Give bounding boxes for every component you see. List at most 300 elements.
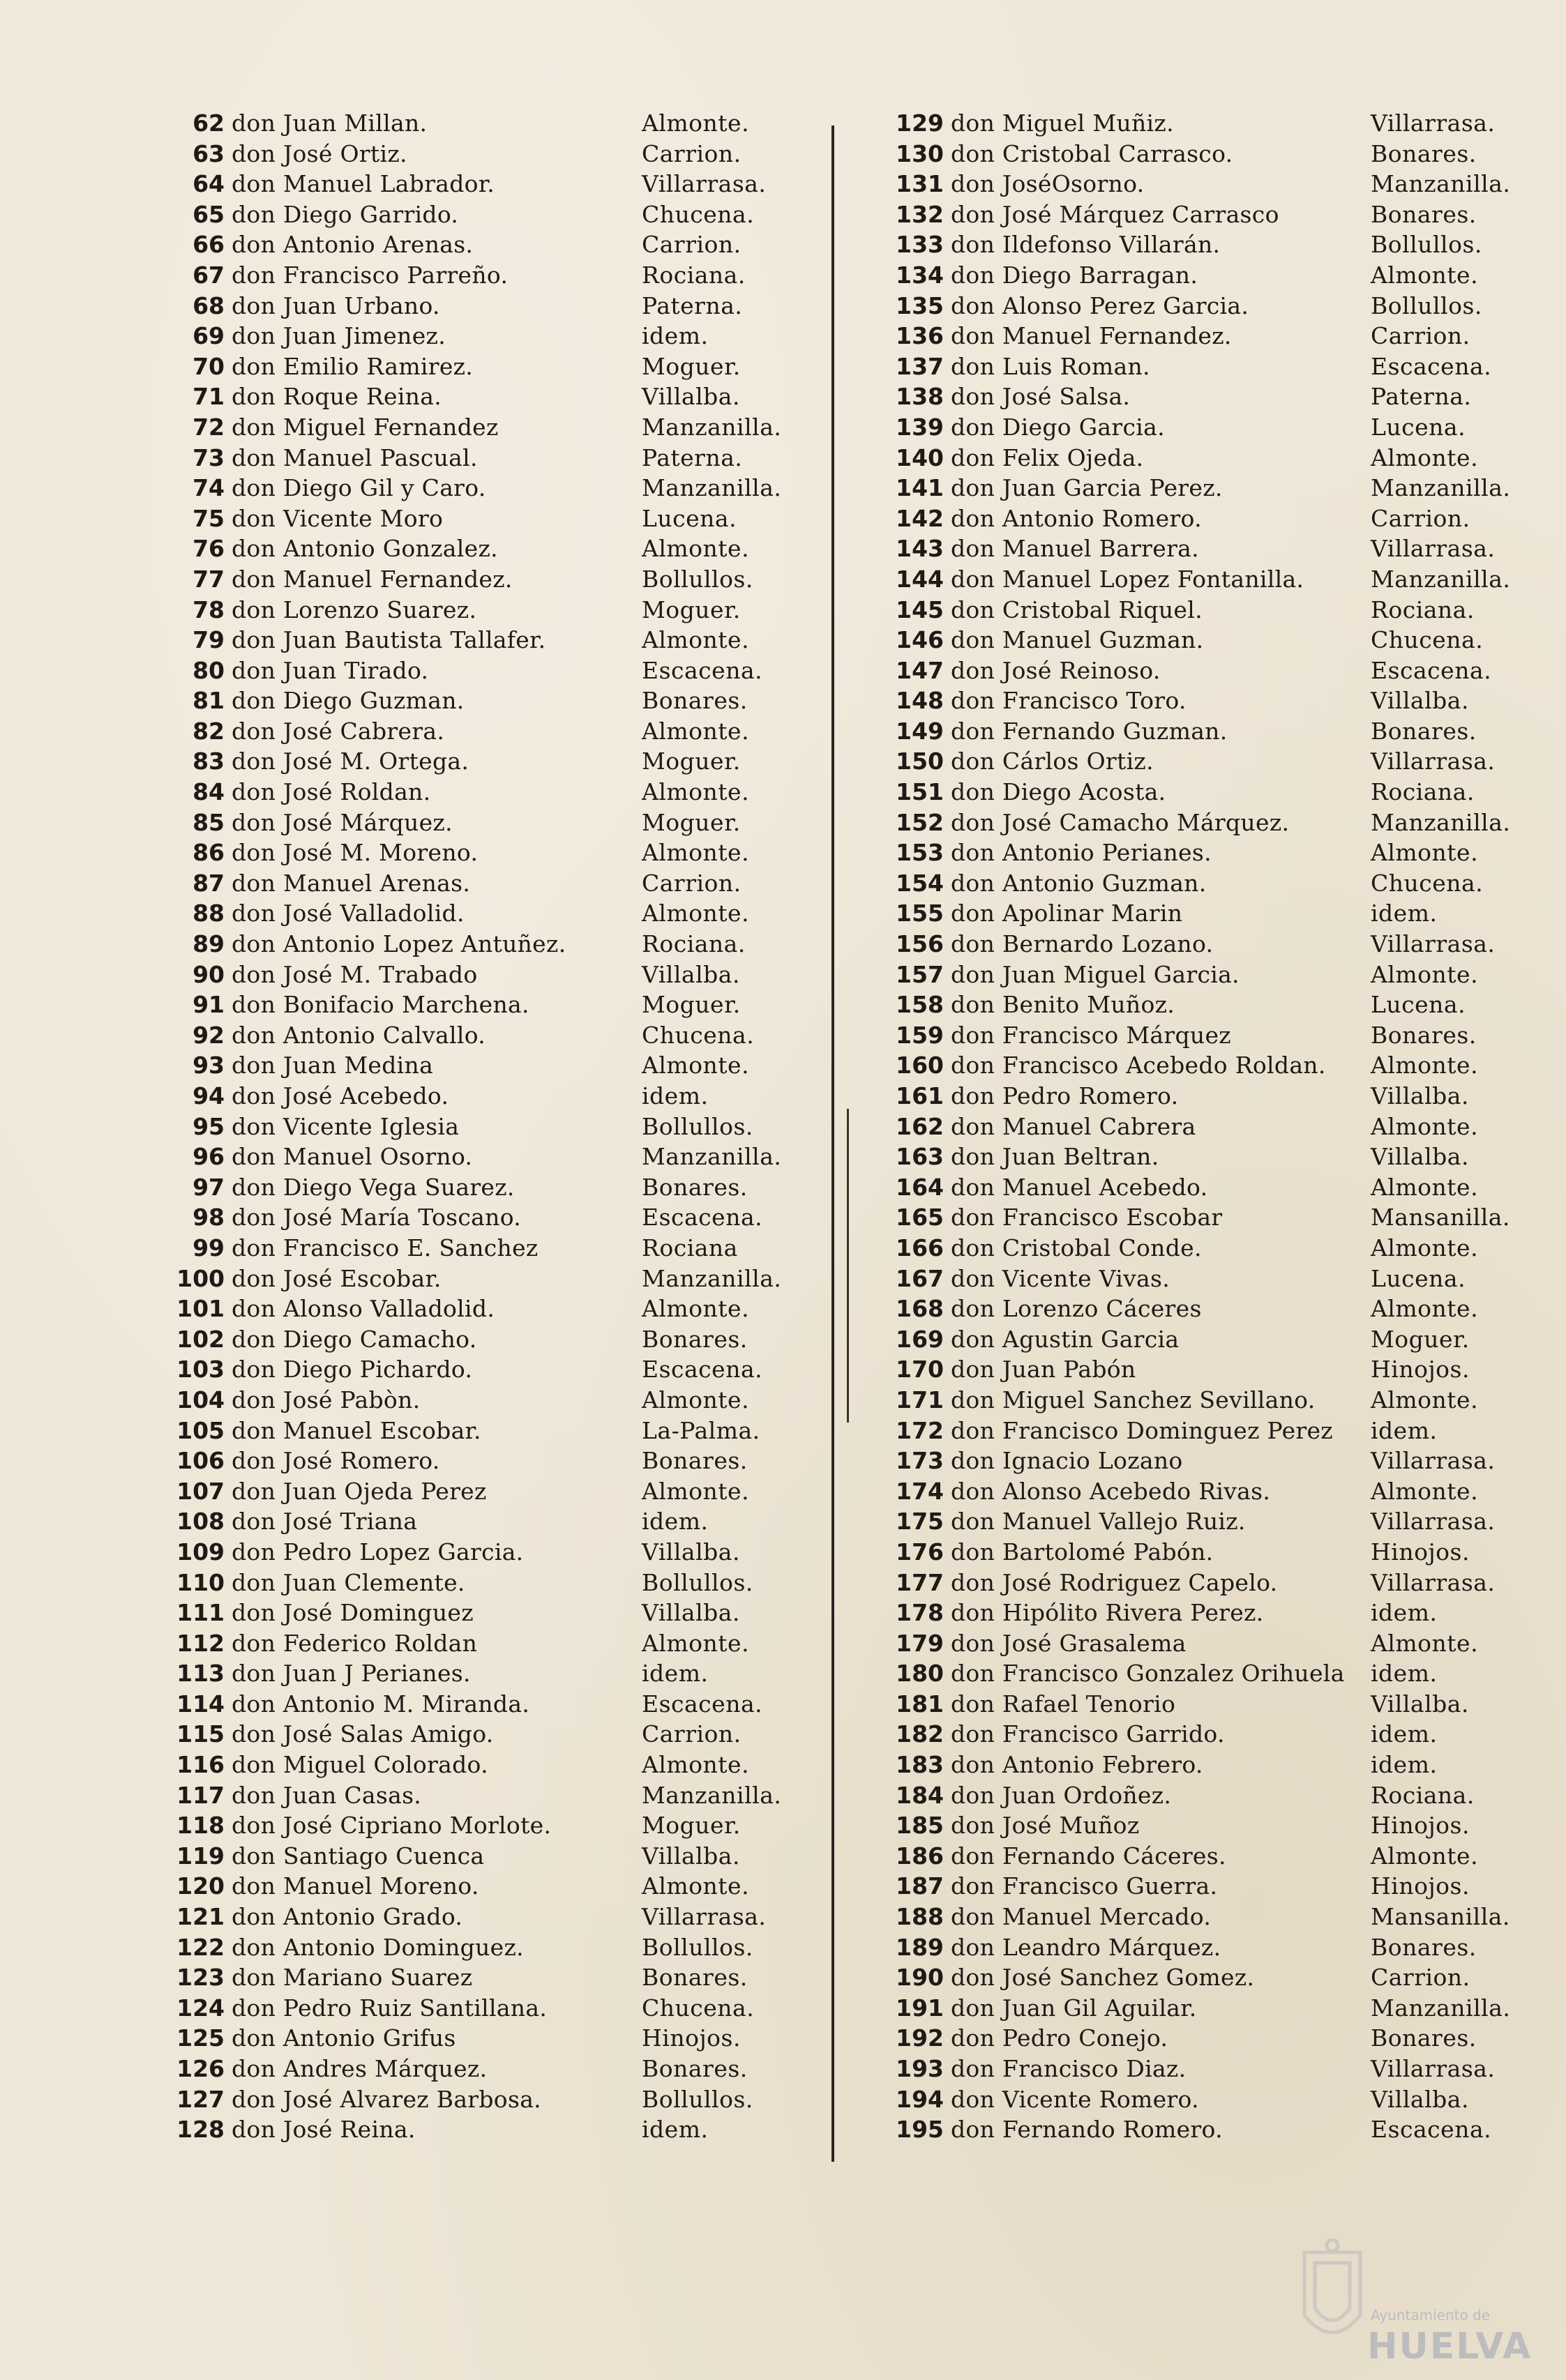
entry-place: Villalba. xyxy=(1371,2085,1469,2113)
entry-number: 156 xyxy=(896,930,944,958)
list-item xyxy=(889,1050,1528,1081)
entry-name: don Lorenzo Cáceres xyxy=(951,1295,1202,1323)
entry-name: don Santiago Cuenca xyxy=(232,1842,485,1870)
entry-name: don José Acebedo. xyxy=(232,1082,449,1109)
list-item xyxy=(174,655,781,686)
entry-place: idem. xyxy=(1371,1416,1438,1444)
entry-number: 181 xyxy=(896,1690,944,1718)
entry-number: 91 xyxy=(193,991,225,1019)
entry-name: don José Reinoso. xyxy=(951,656,1161,684)
entry-name: don Diego Guzman. xyxy=(232,687,465,715)
list-item xyxy=(889,655,1528,686)
entry-name: don Manuel Arenas. xyxy=(232,869,471,897)
entry-name: don Antonio Grifus xyxy=(232,2024,456,2052)
list-item xyxy=(174,2023,781,2054)
entry-name: don Diego Camacho. xyxy=(232,1325,477,1353)
entry-number: 98 xyxy=(193,1204,225,1231)
list-item xyxy=(889,1568,1528,1598)
entry-place: Carrion. xyxy=(1371,322,1470,350)
list-item xyxy=(174,716,781,747)
list-item xyxy=(174,1202,781,1233)
list-item xyxy=(889,1780,1528,1811)
entry-name: don Vicente Romero. xyxy=(951,2085,1199,2113)
entry-name: don Juan Bautista Tallafer. xyxy=(232,626,546,654)
entry-place: Bonares. xyxy=(642,687,748,715)
list-item xyxy=(889,716,1528,747)
entry-number: 83 xyxy=(193,748,225,775)
entry-name: don Cristobal Conde. xyxy=(951,1234,1202,1261)
entry-place: Villarrasa. xyxy=(642,170,767,198)
entry-name: don JoséOsorno. xyxy=(951,170,1145,198)
entry-number: 144 xyxy=(896,565,944,593)
entry-place: Moguer. xyxy=(642,1812,741,1840)
entry-name: don Juan Medina xyxy=(232,1052,434,1079)
entry-place: Rociana. xyxy=(1371,778,1475,806)
entry-number: 100 xyxy=(176,1264,225,1292)
list-item xyxy=(889,1902,1528,1932)
list-item xyxy=(174,960,781,990)
entry-name: don Alonso Perez Garcia. xyxy=(951,291,1249,319)
entry-name: don Antonio Grado. xyxy=(232,1903,463,1931)
list-item xyxy=(889,1993,1528,2024)
entry-name: don Diego Garcia. xyxy=(951,413,1165,441)
entry-place: Mansanilla. xyxy=(1371,1204,1510,1231)
entry-number: 124 xyxy=(176,1994,225,2022)
entry-place: Chucena. xyxy=(1371,626,1484,654)
entry-name: don José Camacho Márquez. xyxy=(951,808,1290,836)
list-item xyxy=(889,1658,1528,1689)
entry-number: 133 xyxy=(896,231,944,259)
entry-number: 161 xyxy=(896,1082,944,1109)
entry-place: Villalba. xyxy=(642,960,740,988)
list-item xyxy=(889,1081,1528,1112)
entry-number: 135 xyxy=(896,291,944,319)
entry-number: 67 xyxy=(193,261,225,289)
entry-name: don Juan Casas. xyxy=(232,1781,422,1809)
entry-number: 126 xyxy=(176,2055,225,2082)
entry-place: Villalba. xyxy=(1371,1143,1469,1171)
list-item xyxy=(889,503,1528,534)
entry-place: idem. xyxy=(1371,1720,1438,1748)
entry-place: Almonte. xyxy=(642,109,750,137)
entry-place: Escacena. xyxy=(1371,352,1492,380)
entry-number: 122 xyxy=(176,1933,225,1961)
entry-place: Rociana. xyxy=(1371,596,1475,623)
watermark-title: HUELVA xyxy=(1367,2326,1533,2367)
list-item xyxy=(174,1658,781,1689)
list-item xyxy=(889,1112,1528,1142)
entry-name: don Miguel Colorado. xyxy=(232,1751,488,1779)
entry-number: 94 xyxy=(193,1082,225,1109)
entry-place: Villarrasa. xyxy=(1371,2055,1496,2082)
entry-place: Villalba. xyxy=(642,383,740,411)
list-item xyxy=(174,169,781,199)
entry-name: don Francisco E. Sanchez xyxy=(232,1234,539,1261)
list-item xyxy=(174,2054,781,2084)
entry-name: don Juan Miguel Garcia. xyxy=(951,960,1240,988)
entry-place: Paterna. xyxy=(642,291,743,319)
entry-number: 99 xyxy=(193,1234,225,1261)
entry-place: Bollullos. xyxy=(642,1933,753,1961)
entry-number: 195 xyxy=(896,2116,944,2144)
entry-place: Villarrasa. xyxy=(1371,1508,1496,1536)
list-item xyxy=(889,473,1528,503)
list-item xyxy=(889,533,1528,564)
entry-place: Escacena. xyxy=(642,1356,763,1384)
list-item xyxy=(889,1719,1528,1750)
left-column xyxy=(174,108,781,2145)
entry-number: 62 xyxy=(193,109,225,137)
list-item xyxy=(889,1871,1528,1902)
entry-number: 177 xyxy=(896,1568,944,1596)
entry-place: Manzanilla. xyxy=(1371,565,1511,593)
entry-number: 80 xyxy=(193,656,225,684)
entry-name: don Manuel Guzman. xyxy=(951,626,1204,654)
entry-name: don Diego Gil y Caro. xyxy=(232,474,486,502)
watermark-subtitle: Ayuntamiento de xyxy=(1371,2307,1491,2324)
entry-name: don Diego Barragan. xyxy=(951,261,1198,289)
entry-name: don Leandro Márquez. xyxy=(951,1933,1221,1961)
entry-number: 119 xyxy=(176,1842,225,1870)
list-item xyxy=(889,1233,1528,1264)
entry-place: Bonares. xyxy=(1371,200,1477,228)
entry-name: don Juan Pabón xyxy=(951,1356,1136,1384)
list-item xyxy=(174,1962,781,1993)
entry-name: don Diego Garrido. xyxy=(232,200,459,228)
entry-name: don Diego Vega Suarez. xyxy=(232,1173,515,1201)
list-item xyxy=(889,351,1528,382)
entry-place: Almonte. xyxy=(1371,1842,1479,1870)
list-item xyxy=(174,1020,781,1051)
entry-number: 157 xyxy=(896,960,944,988)
entry-place: idem. xyxy=(642,1508,709,1536)
list-item xyxy=(889,1416,1528,1446)
entry-name: don José María Toscano. xyxy=(232,1204,522,1231)
list-item xyxy=(174,929,781,960)
list-item xyxy=(174,260,781,291)
entry-place: Villalba. xyxy=(1371,687,1469,715)
entry-name: don Benito Muñoz. xyxy=(951,991,1175,1019)
entry-name: don Apolinar Marin xyxy=(951,900,1183,927)
entry-number: 76 xyxy=(193,535,225,563)
entry-number: 175 xyxy=(896,1508,944,1536)
entry-name: don José Cabrera. xyxy=(232,717,445,745)
entry-name: don Juan Garcia Perez. xyxy=(951,474,1223,502)
right-column xyxy=(889,108,1528,2145)
entry-place: Bonares. xyxy=(642,2055,748,2082)
entry-place: Lucena. xyxy=(1371,1264,1466,1292)
entry-number: 77 xyxy=(193,565,225,593)
list-item xyxy=(174,1233,781,1264)
entry-number: 79 xyxy=(193,626,225,654)
entry-place: Almonte. xyxy=(642,626,750,654)
entry-name: don Miguel Fernandez xyxy=(232,413,499,441)
entry-name: don Juan Beltran. xyxy=(951,1143,1159,1171)
list-item xyxy=(889,2084,1528,2115)
entry-place: Almonte. xyxy=(642,1295,750,1323)
entry-place: Almonte. xyxy=(642,1386,750,1413)
list-item xyxy=(889,1476,1528,1507)
entry-place: Bonares. xyxy=(1371,1021,1477,1049)
list-item xyxy=(889,169,1528,199)
list-item xyxy=(174,1264,781,1294)
list-item xyxy=(889,1385,1528,1416)
entry-number: 187 xyxy=(896,1872,944,1900)
entry-name: don Lorenzo Suarez. xyxy=(232,596,477,623)
entry-name: don Antonio Perianes. xyxy=(951,839,1212,867)
entry-place: Manzanilla. xyxy=(1371,170,1511,198)
list-item xyxy=(174,1081,781,1112)
entry-number: 154 xyxy=(896,869,944,897)
list-item xyxy=(174,1324,781,1355)
entry-number: 115 xyxy=(176,1720,225,1748)
list-item xyxy=(174,1810,781,1841)
entry-number: 192 xyxy=(896,2024,944,2052)
list-item xyxy=(889,2054,1528,2084)
entry-place: Manzanilla. xyxy=(642,413,782,441)
entry-place: Manzanilla. xyxy=(642,1143,782,1171)
entry-number: 189 xyxy=(896,1933,944,1961)
list-item xyxy=(889,564,1528,595)
entry-number: 184 xyxy=(896,1781,944,1809)
entry-name: don José M. Ortega. xyxy=(232,748,469,775)
entry-number: 63 xyxy=(193,139,225,167)
entry-place: Hinojos. xyxy=(642,2024,741,2052)
entry-name: don José Roldan. xyxy=(232,778,431,806)
entry-name: don José Salsa. xyxy=(951,383,1131,411)
entry-number: 74 xyxy=(193,474,225,502)
entry-place: Escacena. xyxy=(642,1690,763,1718)
entry-name: don Bartolomé Pabón. xyxy=(951,1538,1214,1566)
entry-number: 180 xyxy=(896,1660,944,1688)
entry-name: don Juan Ojeda Perez xyxy=(232,1477,487,1505)
list-item xyxy=(889,1750,1528,1780)
list-item xyxy=(174,898,781,929)
entry-name: don Antonio M. Miranda. xyxy=(232,1690,530,1718)
entry-place: Villalba. xyxy=(642,1842,740,1870)
entry-place: Escacena. xyxy=(642,1204,763,1231)
entry-name: don Luis Roman. xyxy=(951,352,1150,380)
entry-name: don Vicente Vivas. xyxy=(951,1264,1170,1292)
entry-name: don Juan Gil Aguilar. xyxy=(951,1994,1197,2022)
list-item xyxy=(174,2084,781,2115)
entry-place: Bollullos. xyxy=(642,1112,753,1140)
entry-number: 171 xyxy=(896,1386,944,1413)
list-item xyxy=(889,229,1528,260)
entry-place: Moguer. xyxy=(642,352,741,380)
entry-number: 183 xyxy=(896,1751,944,1779)
list-item xyxy=(174,685,781,716)
entry-name: don Hipólito Rivera Perez. xyxy=(951,1599,1264,1627)
entry-name: don José Cipriano Morlote. xyxy=(232,1812,552,1840)
entry-place: Moguer. xyxy=(642,596,741,623)
list-item xyxy=(889,381,1528,412)
entry-place: Rociana. xyxy=(1371,1781,1475,1809)
entry-name: don Manuel Escobar. xyxy=(232,1416,481,1444)
list-item xyxy=(889,898,1528,929)
entry-number: 85 xyxy=(193,808,225,836)
entry-name: don Juan Tirado. xyxy=(232,656,429,684)
entry-number: 170 xyxy=(896,1356,944,1384)
entry-place: idem. xyxy=(1371,1660,1438,1688)
entry-number: 108 xyxy=(176,1508,225,1536)
entry-name: don Francisco Escobar xyxy=(951,1204,1223,1231)
entry-place: Lucena. xyxy=(642,504,737,532)
entry-number: 73 xyxy=(193,444,225,471)
entry-number: 151 xyxy=(896,778,944,806)
list-item xyxy=(174,1750,781,1780)
entry-name: don Bonifacio Marchena. xyxy=(232,991,529,1019)
entry-name: don Francisco Acebedo Roldan. xyxy=(951,1052,1326,1079)
entry-place: idem. xyxy=(1371,1599,1438,1627)
entry-place: Moguer. xyxy=(1371,1325,1470,1353)
list-item xyxy=(174,777,781,808)
entry-name: don Cárlos Ortiz. xyxy=(951,748,1154,775)
entry-place: Rociana xyxy=(642,1234,738,1261)
entry-place: Escacena. xyxy=(1371,656,1492,684)
list-item xyxy=(889,808,1528,838)
entry-number: 139 xyxy=(896,413,944,441)
list-item xyxy=(174,351,781,382)
entry-name: don Manuel Pascual. xyxy=(232,444,478,471)
entry-number: 149 xyxy=(896,717,944,745)
list-item xyxy=(174,1506,781,1537)
entry-number: 93 xyxy=(193,1052,225,1079)
entry-name: don Miguel Muñiz. xyxy=(951,109,1174,137)
entry-name: don Antonio Dominguez. xyxy=(232,1933,524,1961)
list-item xyxy=(174,1354,781,1385)
entry-name: don Andres Márquez. xyxy=(232,2055,488,2082)
entry-number: 145 xyxy=(896,596,944,623)
list-item xyxy=(889,746,1528,777)
entry-place: Villarrasa. xyxy=(1371,930,1496,958)
entry-place: Hinojos. xyxy=(1371,1356,1470,1384)
entry-number: 179 xyxy=(896,1629,944,1657)
entry-name: don Francisco Guerra. xyxy=(951,1872,1218,1900)
list-item xyxy=(174,746,781,777)
entry-place: Villarrasa. xyxy=(642,1903,767,1931)
entry-place: Chucena. xyxy=(642,200,755,228)
entry-place: idem. xyxy=(1371,1751,1438,1779)
entry-number: 174 xyxy=(896,1477,944,1505)
entry-number: 164 xyxy=(896,1173,944,1201)
entry-number: 148 xyxy=(896,687,944,715)
entry-name: don Miguel Sanchez Sevillano. xyxy=(951,1386,1316,1413)
entry-place: idem. xyxy=(642,322,709,350)
list-item xyxy=(889,1142,1528,1172)
list-item xyxy=(174,1598,781,1628)
entry-name: don Antonio Febrero. xyxy=(951,1751,1203,1779)
list-item xyxy=(174,412,781,443)
entry-name: don Manuel Cabrera xyxy=(951,1112,1196,1140)
entry-name: don Roque Reina. xyxy=(232,383,442,411)
list-item xyxy=(889,139,1528,169)
list-item xyxy=(889,990,1528,1020)
entry-place: Carrion. xyxy=(642,869,741,897)
entry-name: don Fernando Guzman. xyxy=(951,717,1228,745)
entry-name: don Felix Ojeda. xyxy=(951,444,1144,471)
entry-number: 96 xyxy=(193,1143,225,1171)
entry-number: 104 xyxy=(176,1386,225,1413)
entry-place: Villalba. xyxy=(642,1599,740,1627)
list-item xyxy=(889,321,1528,351)
entry-number: 167 xyxy=(896,1264,944,1292)
entry-number: 84 xyxy=(193,778,225,806)
entry-name: don Alonso Valladolid. xyxy=(232,1295,495,1323)
entry-number: 106 xyxy=(176,1447,225,1475)
entry-place: Almonte. xyxy=(642,1872,750,1900)
list-item xyxy=(174,808,781,838)
list-item xyxy=(174,837,781,868)
entry-number: 65 xyxy=(193,200,225,228)
entry-name: don Cristobal Carrasco. xyxy=(951,139,1233,167)
entry-name: don José Sanchez Gomez. xyxy=(951,1964,1255,1992)
entry-name: don José Valladolid. xyxy=(232,900,465,927)
entry-place: Almonte. xyxy=(1371,444,1479,471)
list-item xyxy=(889,595,1528,626)
entry-name: don Agustin Garcia xyxy=(951,1325,1180,1353)
entry-name: don Juan Jimenez. xyxy=(232,322,446,350)
entry-number: 191 xyxy=(896,1994,944,2022)
list-item xyxy=(174,1446,781,1476)
list-item xyxy=(889,625,1528,655)
list-item xyxy=(889,199,1528,230)
entry-place: Almonte. xyxy=(1371,1295,1479,1323)
entry-number: 107 xyxy=(176,1477,225,1505)
entry-place: Escacena. xyxy=(642,656,763,684)
entry-name: don José M. Trabado xyxy=(232,960,478,988)
entry-number: 153 xyxy=(896,839,944,867)
list-item xyxy=(889,1506,1528,1537)
entry-name: don Manuel Fernandez. xyxy=(232,565,513,593)
list-item xyxy=(889,868,1528,899)
list-item xyxy=(889,1841,1528,1872)
list-item xyxy=(174,381,781,412)
entry-place: Mansanilla. xyxy=(1371,1903,1510,1931)
entry-number: 143 xyxy=(896,535,944,563)
entry-name: don Manuel Osorno. xyxy=(232,1143,473,1171)
entry-name: don Cristobal Riquel. xyxy=(951,596,1203,623)
entry-name: don Francisco Márquez xyxy=(951,1021,1231,1049)
list-item xyxy=(174,1871,781,1902)
list-item xyxy=(174,1780,781,1811)
entry-place: Almonte. xyxy=(642,1751,750,1779)
entry-number: 131 xyxy=(896,170,944,198)
entry-name: don Juan Urbano. xyxy=(232,291,440,319)
entry-place: Carrion. xyxy=(642,231,741,259)
entry-number: 155 xyxy=(896,900,944,927)
entry-name: don Manuel Vallejo Ruiz. xyxy=(951,1508,1246,1536)
entry-place: Manzanilla. xyxy=(642,1781,782,1809)
list-item xyxy=(889,1446,1528,1476)
entry-name: don Francisco Gonzalez Orihuela xyxy=(951,1660,1345,1688)
entry-name: don Antonio Guzman. xyxy=(951,869,1207,897)
entry-place: Almonte. xyxy=(1371,839,1479,867)
entry-name: don José Grasalema xyxy=(951,1629,1187,1657)
entry-number: 92 xyxy=(193,1021,225,1049)
entry-place: Hinojos. xyxy=(1371,1538,1470,1566)
entry-place: Bollullos. xyxy=(642,565,753,593)
list-item xyxy=(174,1476,781,1507)
list-item xyxy=(174,868,781,899)
entry-number: 110 xyxy=(176,1568,225,1596)
list-item xyxy=(174,1993,781,2024)
list-item xyxy=(174,1050,781,1081)
entry-number: 105 xyxy=(176,1416,225,1444)
list-item xyxy=(889,1932,1528,1963)
entry-place: Villarrasa. xyxy=(1371,1568,1496,1596)
list-item xyxy=(174,108,781,139)
